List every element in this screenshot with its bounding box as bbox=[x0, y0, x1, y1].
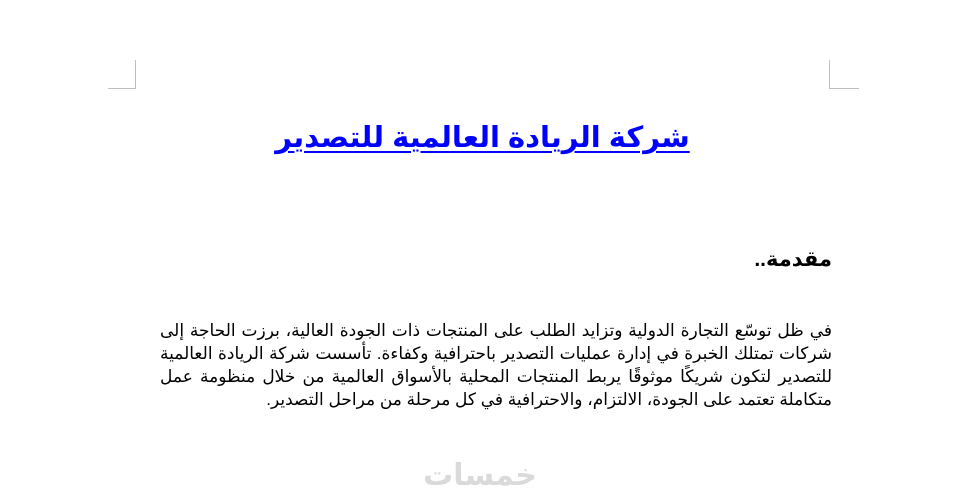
document-title: شركة الريادة العالمية للتصدير bbox=[275, 122, 690, 154]
section-heading: مقدمة.. bbox=[754, 248, 832, 271]
page-corner-mark-top-left-horizontal bbox=[108, 88, 136, 89]
watermark-logo: خمسات bbox=[423, 459, 537, 492]
page-corner-mark-top-left-vertical bbox=[135, 60, 136, 89]
body-paragraph: في ظل توسّع التجارة الدولية وتزايد الطلب على المنتجات ذات الجودة العالية، برزت الحاجة إلى شركات تمتلك الخبرة في إدارة عمليات التصدير باحترافية وكفاءة. تأسست شركة الريادة العالمية للتصدير لتكون شريكًا موثوقًا يربط المنتجات المحلية بالأسواق العالمية من خلال منظومة عمل متكاملة تعتمد على الجودة، الالتزام، والاحترافية في كل مرحلة من مراحل التصدير. bbox=[160, 321, 832, 409]
page-corner-mark-top-right-horizontal bbox=[829, 88, 859, 89]
page-corner-mark-top-right-vertical bbox=[829, 60, 830, 89]
